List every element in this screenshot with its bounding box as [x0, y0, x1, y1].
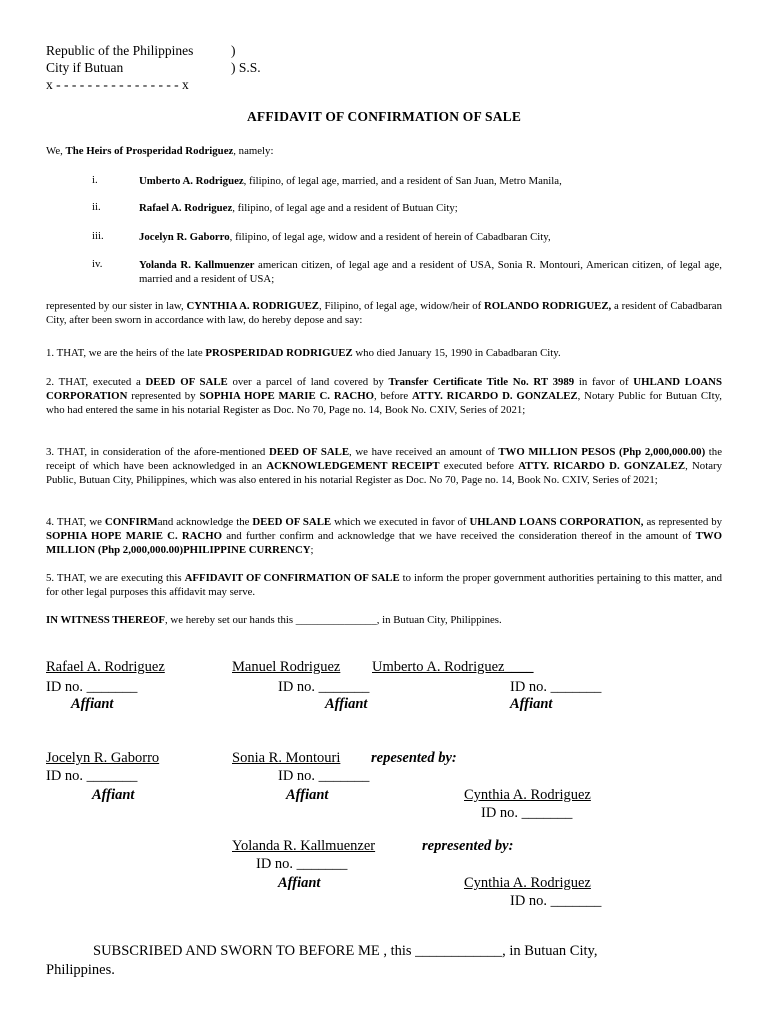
list-num-1: i.: [92, 174, 98, 186]
list-num-2: ii.: [92, 201, 101, 213]
paragraph-3: 3. THAT, in consideration of the afore-mentioned DEED OF SALE, we have received an amount of TWO MILLION PESOS (Php 2,000,000.00) the receipt of which have been acknowledged in an ACKNOWLEDGEMENT RECEIPT executed before ATTY. RICARDO D. GONZALEZ, Notary Public, Butuan City, Philippines, which was also entered in his notarial Register as Doc. No 70, Page no. 14, Book No. CXIV, Series of 2021;: [46, 446, 723, 486]
witness-line: IN WITNESS THEREOF, we hereby set our hands this _______________, in Butuan City, Philippines.: [46, 614, 502, 626]
affiant-label-rafael: Affiant: [71, 696, 114, 712]
signatory-jocelyn: Jocelyn R. Gaborro: [46, 750, 160, 766]
paragraph-1: 1. THAT, we are the heirs of the late PROSPERIDAD RODRIGUEZ who died January 15, 1990 in Cabadbaran City.: [46, 347, 561, 359]
header-paren-1: ): [231, 43, 236, 58]
affiant-label-manuel: Affiant: [325, 696, 368, 712]
id-no-jocelyn: ID no. _______: [46, 768, 138, 784]
represented-by-label: represented by:: [422, 838, 514, 854]
id-no-manuel: ID no. _______: [278, 679, 370, 695]
subscribed-line-2: Philippines.: [46, 962, 115, 978]
signatory-sonia: Sonia R. Montouri: [232, 750, 341, 766]
signatory-cynthia-2: Cynthia A. Rodriguez: [464, 875, 591, 891]
affiant-label-umberto: Affiant: [510, 696, 553, 712]
signatory-yolanda: Yolanda R. Kallmuenzer: [232, 838, 376, 854]
paragraph-2: 2. THAT, executed a DEED OF SALE over a parcel of land covered by Transfer Certificate Title No. RT 3989 in favor of UHLAND LOANS CORPORATION represented by SOPHIA HOPE MARIE C. RACHO, before ATTY. RICARDO D. GONZALEZ, Notary Public for Butuan CIty, who had entered the same in his notarial Register as Doc. No 70, Page no. 14, Book No. CXIV, Series of 2021;: [46, 376, 723, 416]
signatory-cynthia-1: Cynthia A. Rodriguez: [464, 787, 591, 803]
header-ss: ) S.S.: [231, 60, 261, 75]
signatory-umberto: Umberto A. Rodriguez____: [372, 659, 534, 675]
id-no-rafael: ID no. _______: [46, 679, 138, 695]
list-num-4: iv.: [92, 258, 103, 270]
represented-paragraph: represented by our sister in law, CYNTHIA A. RODRIGUEZ, Filipino, of legal age, widow/heir of ROLANDO RODRIGUEZ, a resident of Cabadbaran City, after been sworn in accordance with law, do hereby depose and say:: [46, 300, 722, 326]
list-item-1: Umberto A. Rodriguez, filipino, of legal age, married, and a resident of San Juan, Metro Manila,: [139, 175, 562, 187]
list-num-3: iii.: [92, 230, 104, 242]
document-title: AFFIDAVIT OF CONFIRMATION OF SALE: [246, 109, 522, 124]
paragraph-4: 4. THAT, we CONFIRMand acknowledge the DEED OF SALE which we executed in favor of UHLAND LOANS CORPORATION, as represented by SOPHIA HOPE MARIE C. RACHO and further confirm and acknowledge that we have received the consideration thereof in the amount of TWO MILLION (Php 2,000,000.00)PHILIPPINE CURRENCY;: [46, 516, 722, 556]
header-republic: Republic of the Philippines: [46, 43, 194, 58]
id-no-sonia: ID no. _______: [278, 768, 370, 784]
affiant-label-jocelyn: Affiant: [92, 787, 135, 803]
id-no-cynthia-1: ID no. _______: [481, 805, 573, 821]
signatory-rafael: Rafael A. Rodriguez: [46, 659, 165, 675]
id-no-cynthia-2: ID no. _______: [510, 893, 602, 909]
paragraph-5: 5. THAT, we are executing this AFFIDAVIT OF CONFIRMATION OF SALE to inform the proper government authorities pertaining to this matter, and for other legal purposes this affidavit may serve.: [46, 572, 722, 598]
affiant-label-yolanda: Affiant: [278, 875, 321, 891]
list-item-3: Jocelyn R. Gaborro, filipino, of legal age, widow and a resident of herein of Cabadbaran City,: [139, 231, 551, 243]
list-item-2: Rafael A. Rodriguez, filipino, of legal age and a resident of Butuan City;: [139, 202, 458, 214]
header-city: City if Butuan: [46, 60, 124, 75]
intro-line: We, The Heirs of Prosperidad Rodriguez, namely:: [46, 145, 274, 157]
id-no-umberto: ID no. _______: [510, 679, 602, 695]
list-item-4: Yolanda R. Kallmuenzer american citizen, of legal age and a resident of USA, Sonia R. Montouri, American citizen, of legal age, married and a resident of USA;: [139, 259, 722, 285]
header-x-line: x - - - - - - - - - - - - - - - - x: [46, 77, 189, 92]
affiant-label-sonia: Affiant: [286, 787, 329, 803]
signatory-manuel: Manuel Rodriguez: [232, 659, 341, 675]
subscribed-line-1: SUBSCRIBED AND SWORN TO BEFORE ME , this ____________, in Butuan City,: [93, 943, 598, 959]
id-no-yolanda: ID no. _______: [256, 856, 348, 872]
repesented-by-label: repesented by:: [371, 750, 457, 766]
